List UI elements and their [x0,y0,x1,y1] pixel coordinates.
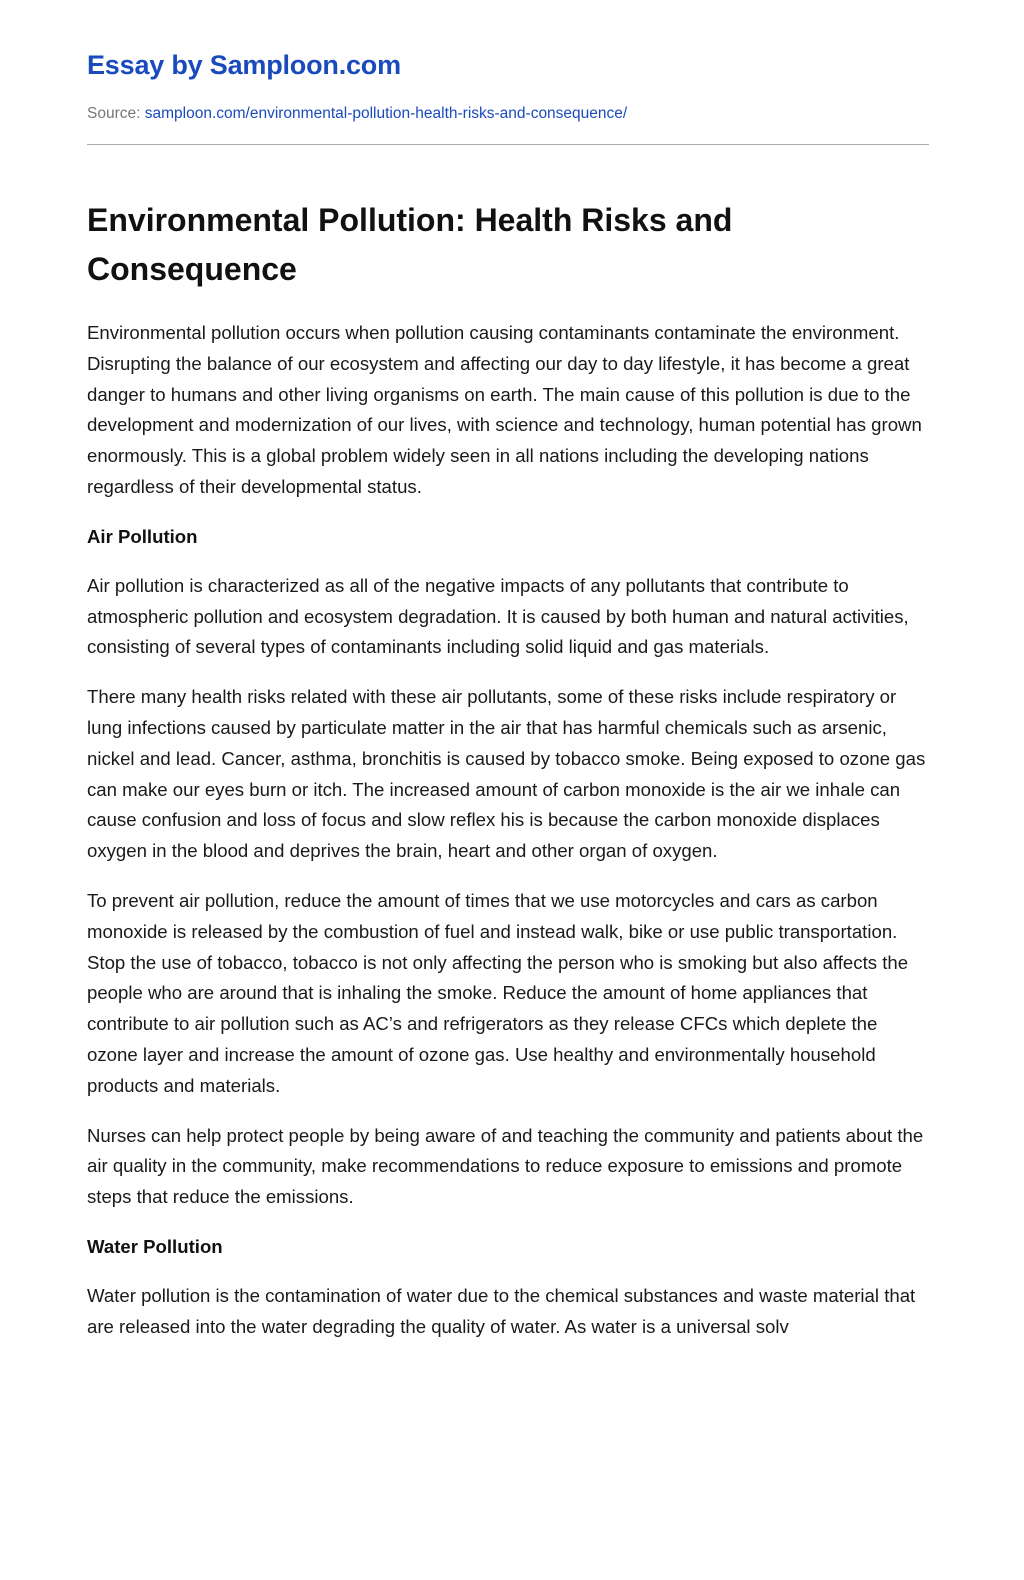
essay-title: Environmental Pollution: Health Risks and Consequence [87,202,733,287]
source-label: Source: [87,105,141,122]
header-divider [87,144,929,145]
paragraph: There many health risks related with these air pollutants, some of these risks include respiratory or lung infections caused by particulate matter in the air that has harmful chemicals such as arsenic, nickel and lead. Cancer, asthma, bronchitis is caused by tobacco smoke. Being exposed to ozone gas can make our eyes burn or itch. The increased amount of carbon monoxide is the air we inhale can cause confusion and loss of focus and slow reflex his is because the carbon monoxide displaces oxygen in the blood and deprives the brain, heart and other organ of oxygen. [87,686,926,862]
paragraph: To prevent air pollution, reduce the amount of times that we use motorcycles and cars as carbon monoxide is released by the combustion of fuel and instead walk, bike or use public transportation. Stop the use of tobacco, tobacco is not only affecting the person who is smoking but also affects the people who are around that is inhaling the smoke. Reduce the amount of home appliances that contribute to air pollution such as AC’s and refrigerators as they release CFCs which deplete the ozone layer and increase the amount of ozone gas. Use healthy and environmentally household products and materials. [87,889,909,1096]
source-line [87,105,627,123]
essay-content [87,196,929,1362]
section-heading-air-pollution: Air Pollution [87,525,198,547]
source-link[interactable]: samploon.com/environmental-pollution-health-risks-and-consequence/ [144,105,628,122]
site-brand[interactable]: Essay by Samploon.com [87,50,401,80]
paragraph: Environmental pollution occurs when pollution causing contaminants contaminate the environment. Disrupting the balance of our ecosystem and affecting our day to day lifestyle, it has become a great danger to humans and other living organisms on earth. The main cause of this pollution is due to the development and modernization of our lives, with science and technology, human potential has grown enormously. This is a global problem widely seen in all nations including the developing nations regardless of their developmental status. [87,322,922,497]
paragraph: Air pollution is characterized as all of the negative impacts of any pollutants that contribute to atmospheric pollution and ecosystem degradation. It is caused by both human and natural activities, consisting of several types of contaminants including solid liquid and gas materials. [87,574,909,658]
section-heading-water-pollution: Water Pollution [87,1235,223,1257]
paragraph: Nurses can help protect people by being aware of and teaching the community and patients about the air quality in the community, make recommendations to reduce exposure to emissions and promote steps that reduce the emissions. [87,1124,924,1208]
paragraph: Water pollution is the contamination of water due to the chemical substances and waste material that are released into the water degrading the quality of water. As water is a universal solv [87,1284,916,1337]
